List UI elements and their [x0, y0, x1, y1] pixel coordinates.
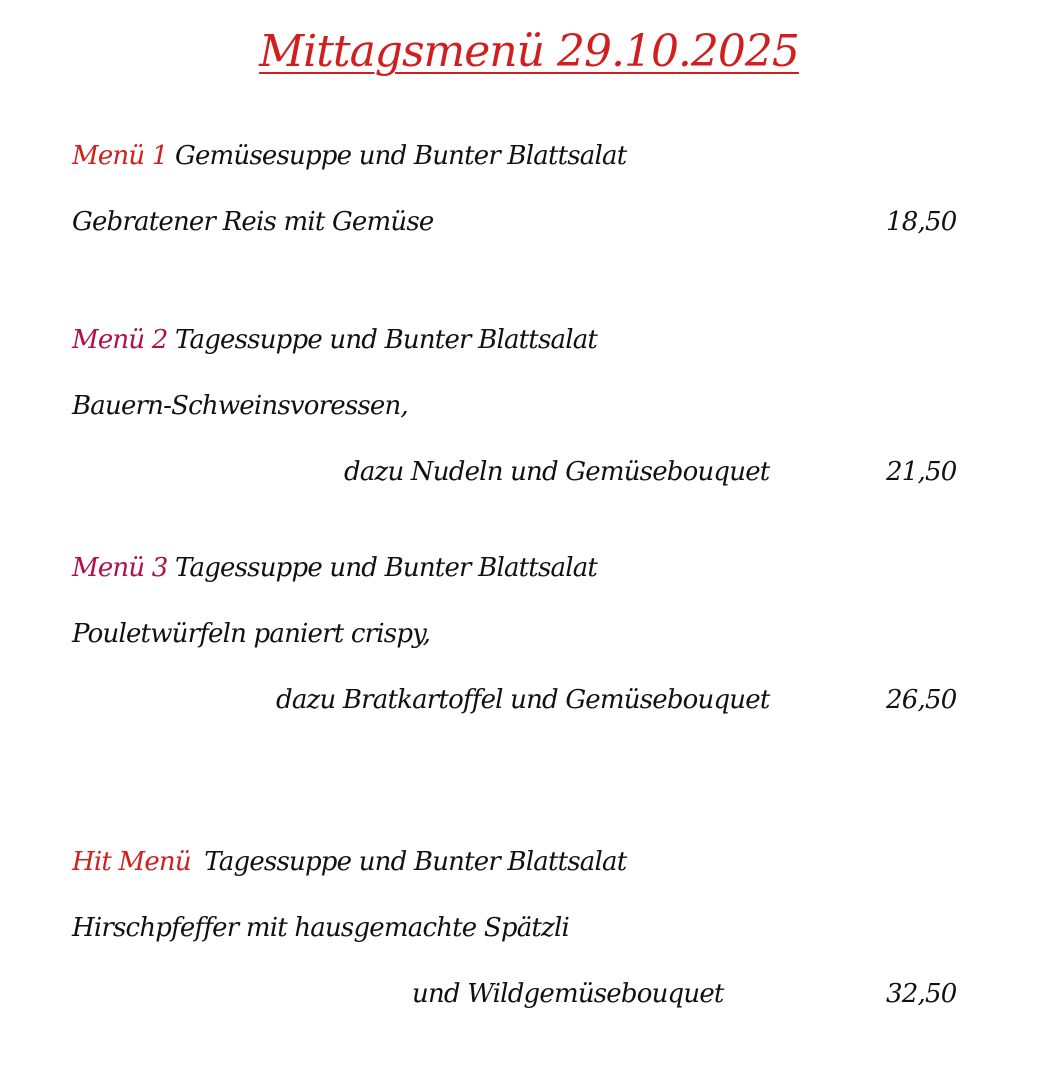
menu-2-main: Bauern-Schweinsvoressen, [72, 391, 408, 421]
menu-2-starter: Tagessuppe und Bunter Blattsalat [174, 325, 598, 355]
menu-1-starter: Gemüsesuppe und Bunter Blattsalat [174, 141, 627, 171]
menu-3-starter-line [72, 550, 597, 586]
hit-menu-price: 32,50 [886, 979, 957, 1009]
hit-menu-side: und Wildgemüsebouquet [412, 979, 724, 1009]
hit-menu-main: Hirschpfeffer mit hausgemachte Spätzli [72, 913, 569, 943]
menu-1-price: 18,50 [886, 207, 957, 237]
menu-2-label: Menü 2 [72, 325, 168, 355]
hit-menu-label: Hit Menü [72, 847, 191, 877]
hit-menu-starter-line [72, 844, 626, 880]
menu-2-side: dazu Nudeln und Gemüsebouquet [344, 457, 770, 487]
menu-1-starter-line [72, 138, 626, 174]
menu-3-starter: Tagessuppe und Bunter Blattsalat [174, 553, 598, 583]
menu-1-label: Menü 1 [72, 141, 168, 171]
menu-3-main: Pouletwürfeln paniert crispy, [72, 619, 431, 649]
menu-3-side: dazu Bratkartoffel und Gemüsebouquet [276, 685, 770, 715]
menu-3-label: Menü 3 [72, 553, 168, 583]
menu-2-starter-line [72, 322, 597, 358]
menu-3-price: 26,50 [886, 685, 957, 715]
hit-menu-starter: Tagessuppe und Bunter Blattsalat [204, 847, 627, 877]
menu-1-main: Gebratener Reis mit Gemüse [72, 207, 434, 237]
menu-2-price: 21,50 [886, 457, 957, 487]
page-title: Mittagsmenü 29.10.2025 [259, 26, 799, 77]
